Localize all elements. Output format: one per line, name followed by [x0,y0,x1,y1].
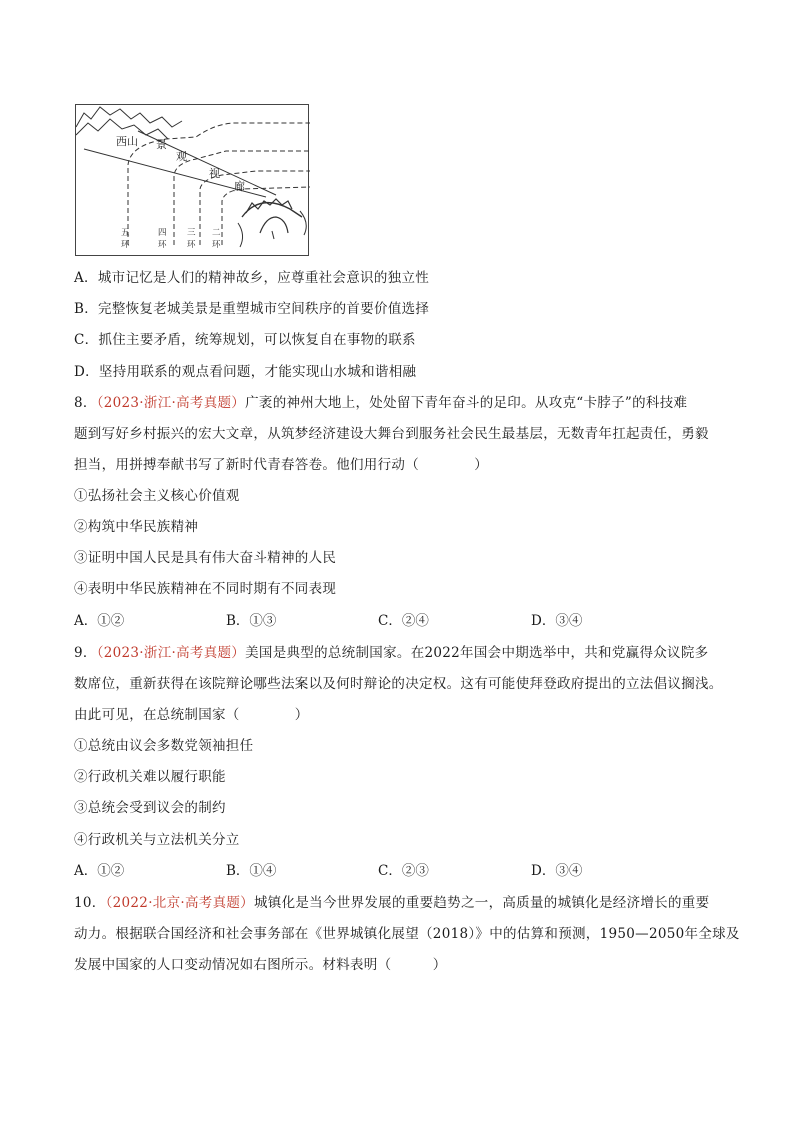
label-guan: 观 [176,150,187,163]
ring-label-4-bottom: 环 [158,240,167,250]
ring-label-4-top: 四 [158,228,167,238]
q7-option-b: B．完整恢复老城美景是重塑城市空间秩序的首要价值选择 [74,301,430,317]
q7-option-a: A．城市记忆是人们的精神故乡，应尊重社会意识的独立性 [74,270,430,286]
q8-choice-b: B．①③ [226,613,277,629]
q9-number: 9． [74,645,97,661]
q8-source-tag: （2023·浙江·高考真题） [96,395,246,411]
q9-source-tag: （2023·浙江·高考真题） [96,645,246,661]
q7-option-d: D．坚持用联系的观点看问题，才能实现山水城和谐相融 [74,364,417,380]
view-corridor-figure [75,104,309,256]
label-shi: 视 [209,167,220,180]
q9-stem-line-2: 数席位，重新获得在该院辩论哪些法案以及何时辩论的决定权。这有可能使拜登政府提出的立法倡议搁浅。 [74,676,723,692]
q8-choice-a: A．①② [74,613,125,629]
q10-number: 10． [74,895,106,911]
q9-choice-b: B．①④ [226,863,277,879]
q8-stem-line-3: 担当，用拼搏奉献书写了新时代青春答卷。他们用行动（ ） [74,457,488,473]
water-mark [272,231,274,239]
mountain-outline [76,107,182,127]
q9-statement-3: ③总统会受到议会的制约 [74,800,226,816]
ring-label-3-top: 三 [187,228,196,238]
q8-choice-d: D．③④ [531,613,583,629]
q8-stem-text-1: 广袤的神州大地上，处处留下青年奋斗的足印。从攻克“卡脖子”的科技难 [245,395,688,411]
q9-choice-a: A．①② [74,863,125,879]
q8-stem-line-2: 题到写好乡村振兴的宏大文章，从筑梦经济建设大舞台到服务社会民生最基层，无数青年扛起责任，勇毅 [74,426,709,442]
ring-label-2-bottom: 环 [212,240,221,250]
view-corridor-diagram [76,105,310,257]
q10-stem-line-2: 动力。根据联合国经济和社会事务部在《世界城镇化展望（2018）》中的估算和预测，1950—2050年全球及 [74,926,740,942]
q9-stem-line-3: 由此可见，在总统制国家（ ） [74,707,309,723]
label-xishan: 西山 [116,135,138,148]
q9-statement-1: ①总统由议会多数党领袖担任 [74,738,254,754]
q9-choice-c: C．②③ [378,863,429,879]
water-curve-right [300,211,306,235]
label-jing: 景 [156,138,167,151]
water-curve-left [238,223,243,247]
q9-stem-text-1: 美国是典型的总统制国家。在2022年国会中期选举中，共和党赢得众议院多 [245,645,709,661]
ring-label-2-top: 二 [212,228,221,238]
q8-stem-line-1 [74,393,687,413]
label-lang: 廊 [234,180,245,193]
q10-stem-line-3: 发展中国家的人口变动情况如右图所示。材料表明（ ） [74,957,447,973]
q8-choice-c: C．②④ [378,613,429,629]
ring-label-5-top: 五 [121,228,130,238]
q10-stem-text-1: 城镇化是当今世界发展的重要趋势之一，高质量的城镇化是经济增长的重要 [253,895,710,911]
q8-statement-2: ②构筑中华民族精神 [74,519,199,535]
q9-stem-line-1 [74,643,708,663]
ring-label-3-bottom: 环 [187,240,196,250]
q10-stem-line-1 [74,893,709,913]
q7-option-c: C．抓住主要矛盾，统筹规划，可以恢复自在事物的联系 [74,332,416,348]
q8-statement-4: ④表明中华民族精神在不同时期有不同表现 [74,581,337,597]
bridge-opening [260,217,288,233]
q9-choice-d: D．③④ [531,863,583,879]
q9-statement-4: ④行政机关与立法机关分立 [74,832,240,848]
q8-statement-3: ③证明中国人民是具有伟大奋斗精神的人民 [74,550,337,566]
q8-number: 8． [74,395,97,411]
q10-source-tag: （2022·北京·高考真题） [105,895,254,911]
ring-road-2 [222,187,310,245]
q9-statement-2: ②行政机关难以履行职能 [74,769,226,785]
ring-label-5-bottom: 环 [121,240,130,250]
q8-statement-1: ①弘扬社会主义核心价值观 [74,488,240,504]
